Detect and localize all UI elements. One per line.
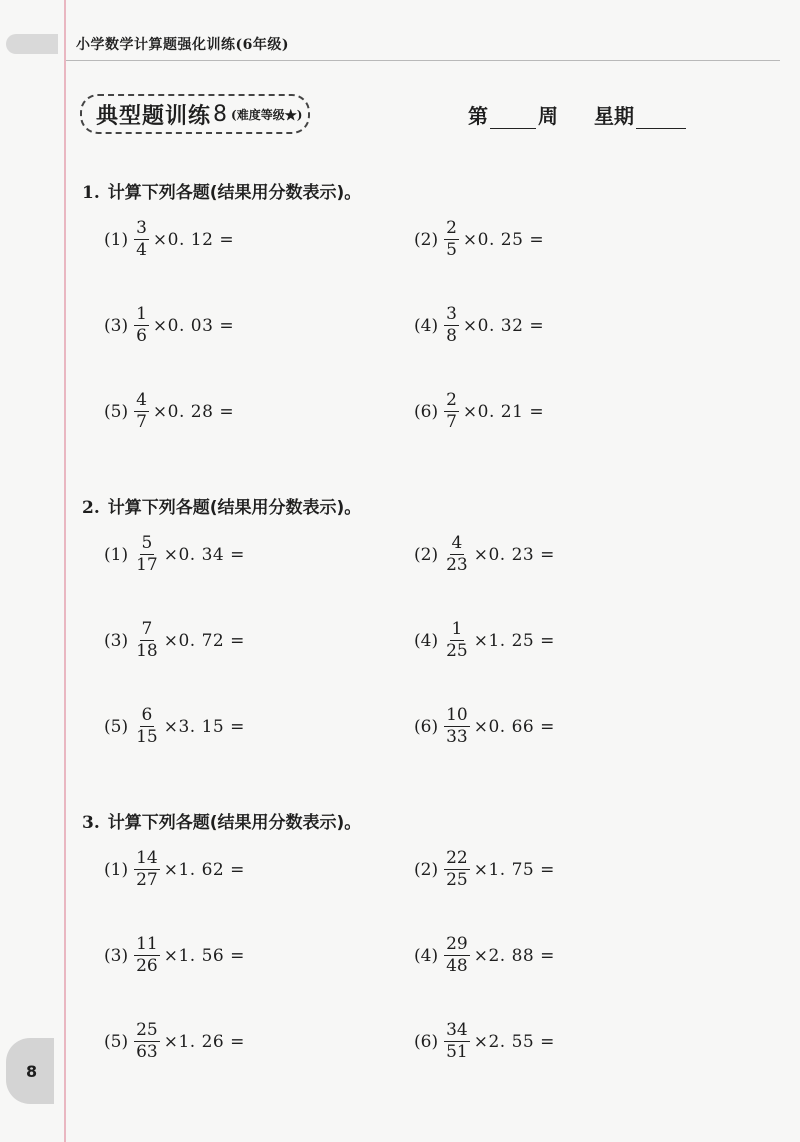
exercise-expression: ×0. 21 = [462,401,545,422]
exercise-item [104,392,234,431]
problem-heading [82,178,361,203]
exercise-item [104,220,234,259]
week-date-area [468,100,688,129]
section-title-box [80,94,310,134]
exercise-expression: ×1. 26 = [163,1031,245,1052]
fraction-denominator: 51 [446,1042,468,1062]
fraction-denominator: 18 [136,641,158,661]
exercise-item [414,1022,555,1061]
exercise-index: (6) [414,401,439,422]
fraction-numerator: 7 [141,619,153,639]
exercise-expression: ×0. 34 = [163,544,245,565]
exercise-expression: ×0. 32 = [462,315,545,336]
page-number: 8 [26,1062,38,1081]
exercise-item [414,936,555,975]
exercise-item [414,535,555,574]
fraction [134,621,160,660]
exercise-item [414,392,544,431]
exercise-index: (1) [104,229,129,250]
exercise-index: (3) [104,630,129,651]
section-title: 典型题训练 [96,103,212,129]
fraction-numerator: 3 [446,304,457,324]
fraction [444,535,470,574]
fraction [134,306,149,345]
fraction [444,306,459,345]
exercise-item [104,535,245,574]
section-number: 8 [213,101,228,127]
exercise-item [104,306,234,345]
fraction-denominator: 26 [136,956,158,976]
exercise-expression: ×3. 15 = [163,716,245,737]
problem-heading [82,493,361,518]
exercise-item [414,707,555,746]
exercise-index: (2) [414,229,439,250]
fraction [444,936,470,975]
exercise-expression: ×1. 56 = [163,945,245,966]
exercise-index: (5) [104,1031,129,1052]
fraction-denominator: 4 [136,240,147,260]
fraction [444,1022,470,1061]
fraction [444,850,470,889]
fraction [134,936,160,975]
exercise-expression: ×0. 28 = [152,401,235,422]
fraction [444,392,459,431]
exercise-index: (1) [104,859,129,880]
fraction [444,707,470,746]
problem-number: 1. [82,183,100,203]
exercise-expression: ×0. 23 = [473,544,555,565]
problem-instruction: 计算下列各题(结果用分数表示)。 [107,813,362,833]
fraction-denominator: 63 [136,1042,158,1062]
fraction-denominator: 6 [136,326,147,346]
exercise-expression: ×0. 66 = [473,716,555,737]
fraction-denominator: 15 [136,727,158,747]
exercise-expression: ×2. 88 = [473,945,555,966]
exercise-index: (6) [414,1031,439,1052]
fraction-numerator: 10 [446,705,468,725]
exercise-item [104,936,245,975]
exercise-expression: ×1. 75 = [473,859,555,880]
fraction-denominator: 25 [446,870,468,890]
weekday-blank[interactable] [636,106,686,129]
exercise-index: (3) [104,945,129,966]
fraction-numerator: 14 [136,848,158,868]
exercise-item [104,1022,245,1061]
book-title: 小学数学计算题强化训练(6年级) [76,37,289,53]
difficulty-label: (难度等级★) [231,107,303,122]
exercise-index: (4) [414,315,439,336]
fraction-numerator: 4 [451,533,463,553]
exercise-expression: ×0. 12 = [152,229,235,250]
exercise-index: (5) [104,401,129,422]
problem-number: 2. [82,498,100,518]
fraction-denominator: 48 [446,956,468,976]
exercise-item [414,850,555,889]
exercise-item [414,306,544,345]
problem-instruction: 计算下列各题(结果用分数表示)。 [107,183,362,203]
header-rule [66,60,780,61]
exercise-expression: ×0. 03 = [152,315,235,336]
fraction-numerator: 34 [446,1020,468,1040]
fraction-numerator: 2 [446,218,457,238]
fraction-numerator: 2 [446,390,457,410]
exercise-index: (2) [414,859,439,880]
fraction-denominator: 27 [136,870,158,890]
exercise-item [414,621,555,660]
fraction-denominator: 25 [446,641,468,661]
fraction-numerator: 4 [136,390,147,410]
fraction [134,392,149,431]
fraction-numerator: 29 [446,934,468,954]
fraction-numerator: 6 [141,705,153,725]
fraction-denominator: 33 [446,727,468,747]
fraction-denominator: 8 [446,326,457,346]
exercise-index: (6) [414,716,439,737]
exercise-index: (2) [414,544,439,565]
week-di-label: 第 [468,104,488,128]
problem-instruction: 计算下列各题(结果用分数表示)。 [107,498,362,518]
weekday-label: 星期 [594,104,634,128]
margin-line [64,0,66,1142]
fraction-denominator: 7 [446,412,457,432]
exercise-index: (3) [104,315,129,336]
fraction-denominator: 23 [446,555,468,575]
exercise-expression: ×1. 25 = [473,630,555,651]
week-zhou-label: 周 [538,104,558,128]
fraction [134,850,160,889]
fraction [134,220,149,259]
fraction-numerator: 1 [451,619,463,639]
exercise-index: (5) [104,716,129,737]
fraction-denominator: 17 [136,555,158,575]
fraction [444,220,459,259]
fraction-numerator: 1 [136,304,147,324]
week-number-blank[interactable] [490,106,536,129]
fraction-denominator: 5 [446,240,457,260]
exercise-index: (4) [414,630,439,651]
exercise-index: (1) [104,544,129,565]
exercise-item [104,707,245,746]
exercise-item [414,220,544,259]
problem-heading [82,808,361,833]
exercise-expression: ×1. 62 = [163,859,245,880]
fraction [134,707,160,746]
fraction-numerator: 3 [136,218,147,238]
exercise-index: (4) [414,945,439,966]
exercise-expression: ×0. 25 = [462,229,545,250]
exercise-expression: ×0. 72 = [163,630,245,651]
fraction-denominator: 7 [136,412,147,432]
header-tab [6,34,58,54]
fraction [444,621,470,660]
fraction [134,535,160,574]
exercise-item [104,621,245,660]
fraction-numerator: 11 [136,934,158,954]
problem-number: 3. [82,813,100,833]
exercise-expression: ×2. 55 = [473,1031,555,1052]
fraction-numerator: 5 [141,533,153,553]
fraction-numerator: 22 [446,848,468,868]
fraction-numerator: 25 [136,1020,158,1040]
exercise-item [104,850,245,889]
fraction [134,1022,160,1061]
